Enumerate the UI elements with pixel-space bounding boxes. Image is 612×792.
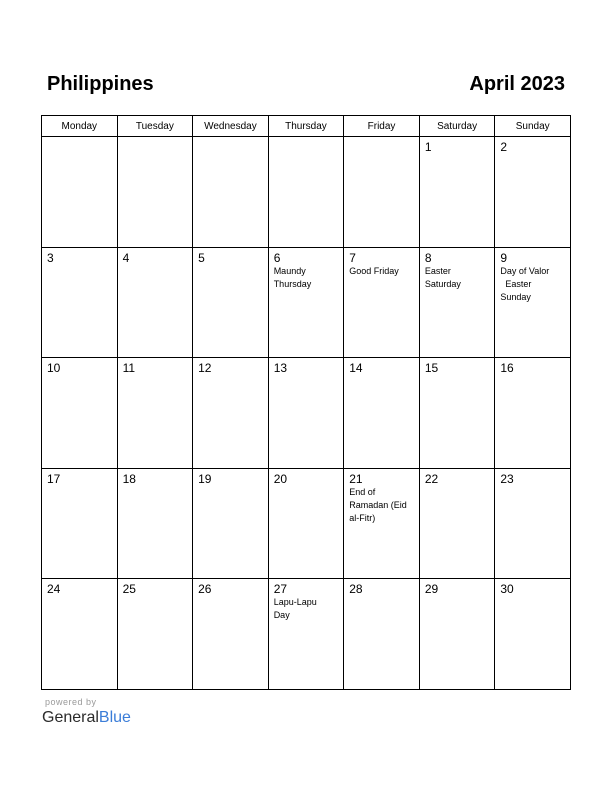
day-number: 26	[198, 582, 212, 597]
week-row	[42, 579, 571, 690]
day-cell	[495, 468, 571, 579]
holiday-label: End of	[349, 486, 376, 497]
day-cell	[193, 579, 269, 690]
day-number: 7	[349, 250, 356, 265]
day-number: 21	[349, 471, 363, 486]
day-number: 25	[122, 582, 136, 597]
holiday-label: al-Fitr)	[349, 512, 376, 523]
week-row	[42, 358, 571, 469]
day-cell	[344, 579, 420, 690]
day-cell	[42, 468, 118, 579]
weekday-header: Tuesday	[117, 116, 193, 137]
day-number: 9	[500, 250, 508, 265]
day-number: 14	[349, 361, 363, 376]
weekday-header: Wednesday	[193, 116, 269, 137]
weekday-header-row	[42, 116, 571, 137]
weekday-header: Monday	[42, 116, 118, 137]
day-number: 16	[500, 361, 514, 376]
day-number: 30	[500, 582, 514, 597]
day-number: 20	[273, 471, 288, 486]
day-cell	[268, 358, 344, 469]
day-number: 22	[424, 471, 439, 486]
day-cell	[193, 358, 269, 469]
day-number: 18	[122, 471, 136, 486]
day-number: 27	[273, 582, 288, 597]
day-number: 6	[273, 250, 281, 265]
holiday-label: Saturday	[424, 278, 461, 289]
day-cell	[344, 358, 420, 469]
week-row	[42, 247, 571, 358]
weekday-header: Sunday	[495, 116, 571, 137]
day-number: 1	[424, 140, 432, 154]
day-cell	[419, 468, 495, 579]
weekday-header: Friday	[344, 116, 420, 137]
day-cell	[117, 579, 193, 690]
day-cell	[42, 358, 118, 469]
day-number: 8	[424, 250, 432, 265]
day-number: 5	[198, 250, 205, 265]
day-cell	[495, 358, 571, 469]
day-cell	[117, 358, 193, 469]
day-number: 29	[424, 582, 439, 597]
logo-general-text: General	[42, 709, 99, 726]
holiday-label: Easter	[505, 278, 532, 289]
week-row	[42, 137, 571, 248]
calendar-grid	[41, 115, 571, 690]
day-cell	[495, 579, 571, 690]
powered-by-text: powered by	[45, 697, 97, 707]
day-cell	[268, 247, 344, 358]
empty-day-cell	[193, 137, 269, 248]
day-number: 23	[500, 471, 514, 486]
day-cell	[344, 468, 420, 579]
holiday-label: Good Friday	[349, 265, 399, 276]
empty-day-cell	[268, 137, 344, 248]
day-cell	[419, 137, 495, 248]
month-year-title: April 2023	[469, 73, 565, 95]
empty-day-cell	[344, 137, 420, 248]
day-cell	[419, 358, 495, 469]
day-number: 24	[47, 582, 61, 597]
day-cell	[344, 247, 420, 358]
calendar-body	[42, 137, 571, 690]
holiday-label: Sunday	[500, 291, 531, 302]
day-cell	[495, 247, 571, 358]
logo-blue-text: Blue	[98, 709, 131, 726]
holiday-label: Day of Valor	[500, 265, 550, 276]
holiday-label: Maundy	[273, 265, 306, 276]
day-number: 3	[47, 250, 54, 265]
day-number: 28	[349, 582, 363, 597]
day-cell	[419, 579, 495, 690]
day-number: 17	[47, 471, 61, 486]
country-title: Philippines	[47, 73, 154, 95]
day-number: 11	[122, 361, 136, 376]
day-number: 2	[500, 140, 508, 154]
weekday-header: Thursday	[268, 116, 344, 137]
empty-day-cell	[42, 137, 118, 248]
week-row	[42, 468, 571, 579]
day-cell	[268, 579, 344, 690]
generalblue-logo	[42, 708, 131, 728]
day-number: 15	[424, 361, 439, 376]
holiday-label: Easter	[424, 265, 451, 276]
day-number: 19	[198, 471, 212, 486]
day-cell	[419, 247, 495, 358]
holiday-label: Thursday	[273, 278, 312, 289]
day-number: 10	[47, 361, 61, 376]
day-number: 13	[273, 361, 288, 376]
day-cell	[42, 247, 118, 358]
holiday-label: Ramadan (Eid	[349, 499, 407, 510]
day-cell	[117, 247, 193, 358]
empty-day-cell	[117, 137, 193, 248]
day-cell	[42, 579, 118, 690]
day-cell	[495, 137, 571, 248]
day-cell	[117, 468, 193, 579]
day-cell	[193, 247, 269, 358]
weekday-header: Saturday	[419, 116, 495, 137]
day-number: 4	[122, 250, 130, 265]
day-cell	[268, 468, 344, 579]
holiday-label: Day	[273, 610, 290, 621]
day-cell	[193, 468, 269, 579]
day-number: 12	[198, 361, 212, 376]
holiday-label: Lapu-Lapu	[273, 597, 317, 608]
